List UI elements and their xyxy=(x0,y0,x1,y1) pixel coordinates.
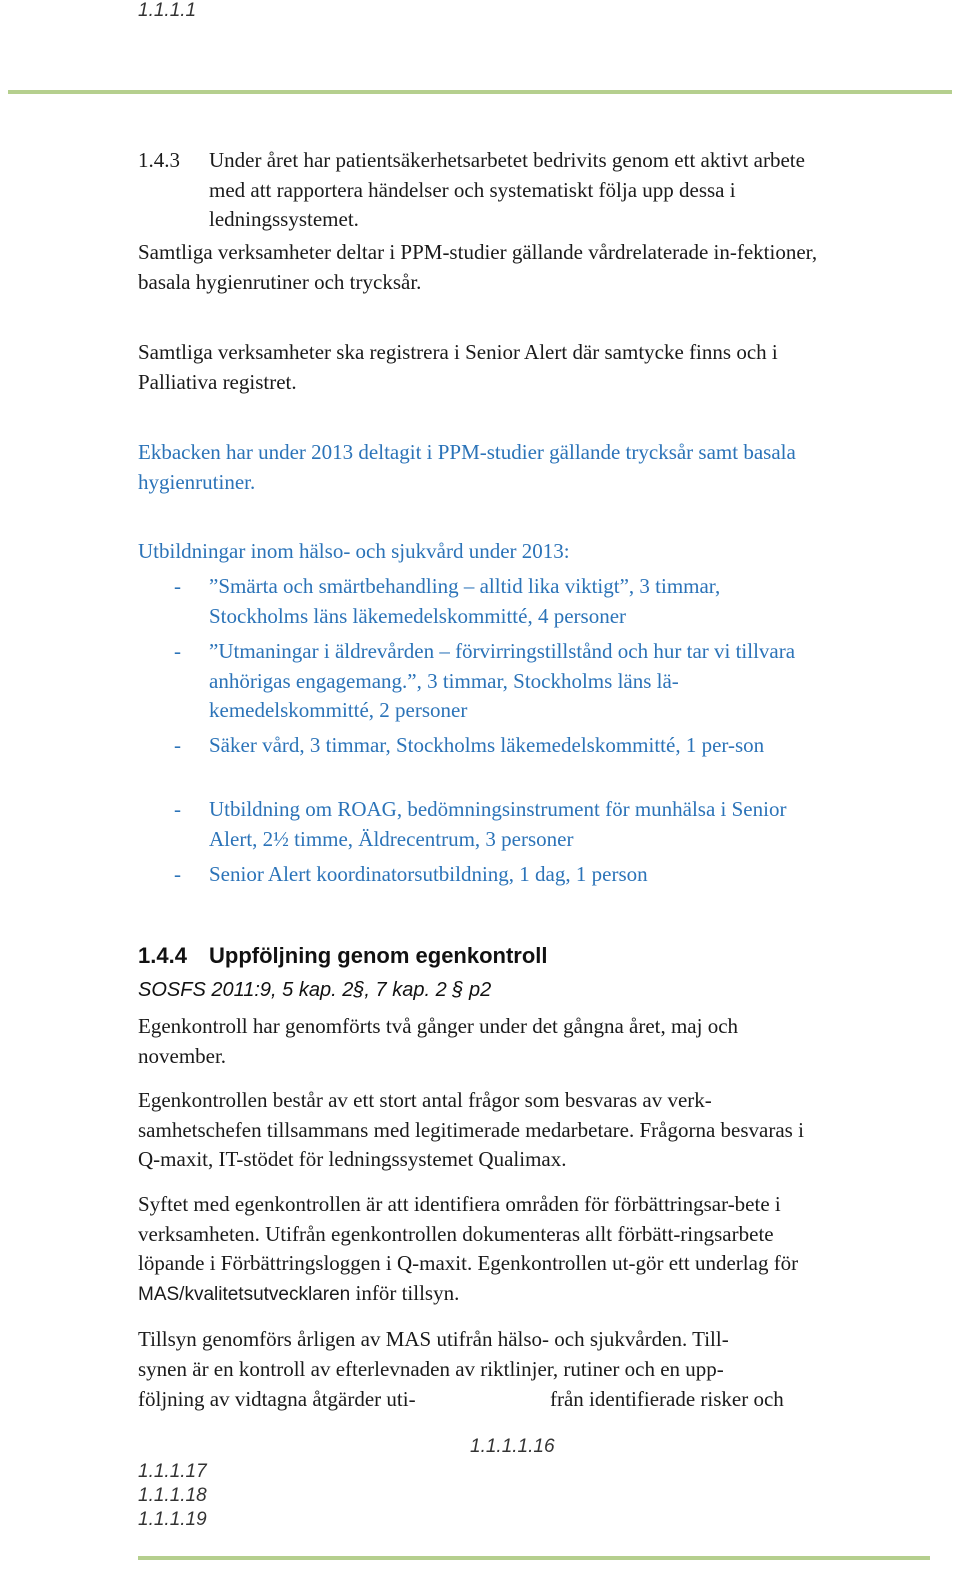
top-divider xyxy=(8,90,952,94)
list-bullet: - xyxy=(174,733,181,757)
list-bullet: - xyxy=(174,862,181,886)
paragraph-ppm: Samtliga verksamheter deltar i PPM-studier gällande vårdrelaterade in-fektioner, basala hygienrutiner och trycksår. xyxy=(138,240,818,294)
legal-reference: SOSFS 2011:9, 5 kap. 2§, 7 kap. 2 § p2 xyxy=(138,979,492,1001)
section-heading-title: Uppföljning genom egenkontroll xyxy=(209,943,548,968)
bottom-divider xyxy=(138,1556,930,1560)
purpose-text: Syftet med egenkontrollen är att identifiera områden för förbättringsar-bete i verksamheten. Utifrån egenkontrollen dokumenteras allt förbätt-ringsarbete löpande i Förbättringsloggen i Q-maxit. Egenkontrollen ut-gör ett underlag för xyxy=(138,1192,799,1275)
section-text: Under året har patientsäkerhetsarbetet bedrivits genom ett aktivt arbete med att rapportera händelser och systematiskt följa upp dessa i ledningssystemet. xyxy=(209,148,805,231)
section-number: 1.4.3 xyxy=(138,148,180,172)
list-bullet: - xyxy=(174,639,181,663)
list-bullet: - xyxy=(174,797,181,821)
list-bullet: - xyxy=(174,574,181,598)
paragraph-questions: Egenkontrollen består av ett stort antal frågor som besvaras av verk-samhetschefen tillsammans med legitimerade medarbetare. Frågorna besvaras i Q-maxit, IT-stödet för ledningssystemet Qualimax. xyxy=(138,1088,804,1171)
footer-number: 1.1.1.19 xyxy=(138,1509,207,1530)
header-number: 1.1.1.1 xyxy=(138,0,197,21)
education-heading: Utbildningar inom hälso- och sjukvård under 2013: xyxy=(138,539,570,563)
list-item-text: Senior Alert koordinatorsutbildning, 1 dag, 1 person xyxy=(209,862,648,886)
list-item-text: ”Smärta och smärtbehandling – alltid lika viktigt”, 3 timmar, Stockholms läns läkemedelskommitté, 4 personer xyxy=(209,574,721,628)
purpose-end: inför tillsyn. xyxy=(350,1280,460,1305)
purpose-role: MAS/kvalitetsutvecklaren xyxy=(138,1283,351,1305)
footer-number: 1.1.1.17 xyxy=(138,1461,207,1482)
paragraph-egenkontroll: Egenkontroll har genomförts två gånger under det gångna året, maj och november. xyxy=(138,1014,739,1068)
paragraph-tillsyn-line-3a: följning av vidtagna åtgärder uti- xyxy=(138,1387,416,1411)
paragraph-senior-alert: Samtliga verksamheter ska registrera i Senior Alert där samtycke finns och i Palliativa registret. xyxy=(138,340,778,394)
paragraph-tillsyn-line-1: Tillsyn genomförs årligen av MAS utifrån hälso- och sjukvården. Till- xyxy=(138,1327,729,1351)
paragraph-tillsyn-line-3b: från identifierade risker och xyxy=(550,1387,784,1411)
paragraph-tillsyn-line-2: synen är en kontroll av efterlevnaden av riktlinjer, rutiner och en upp- xyxy=(138,1357,724,1381)
footer-overlap-number: 1.1.1.1.16 xyxy=(470,1436,555,1457)
list-item-text: Säker vård, 3 timmar, Stockholms läkemedelskommitté, 1 per-son xyxy=(209,733,765,757)
paragraph-purpose xyxy=(138,1190,828,1309)
footer-number: 1.1.1.18 xyxy=(138,1485,207,1506)
paragraph-ekbacken: Ekbacken har under 2013 deltagit i PPM-studier gällande trycksår samt basala hygienrutiner. xyxy=(138,440,796,494)
section-heading xyxy=(138,943,548,969)
section-heading-number: 1.4.4 xyxy=(138,943,187,968)
list-item-text: Utbildning om ROAG, bedömningsinstrument för munhälsa i Senior Alert, 2½ timme, Äldrecentrum, 3 personer xyxy=(209,797,787,851)
list-item-text: ”Utmaningar i äldrevården – förvirringstillstånd och hur tar vi tillvara anhörigas engagemang.”, 3 timmar, Stockholms läns lä-kemedelskommitté, 2 personer xyxy=(209,639,796,722)
